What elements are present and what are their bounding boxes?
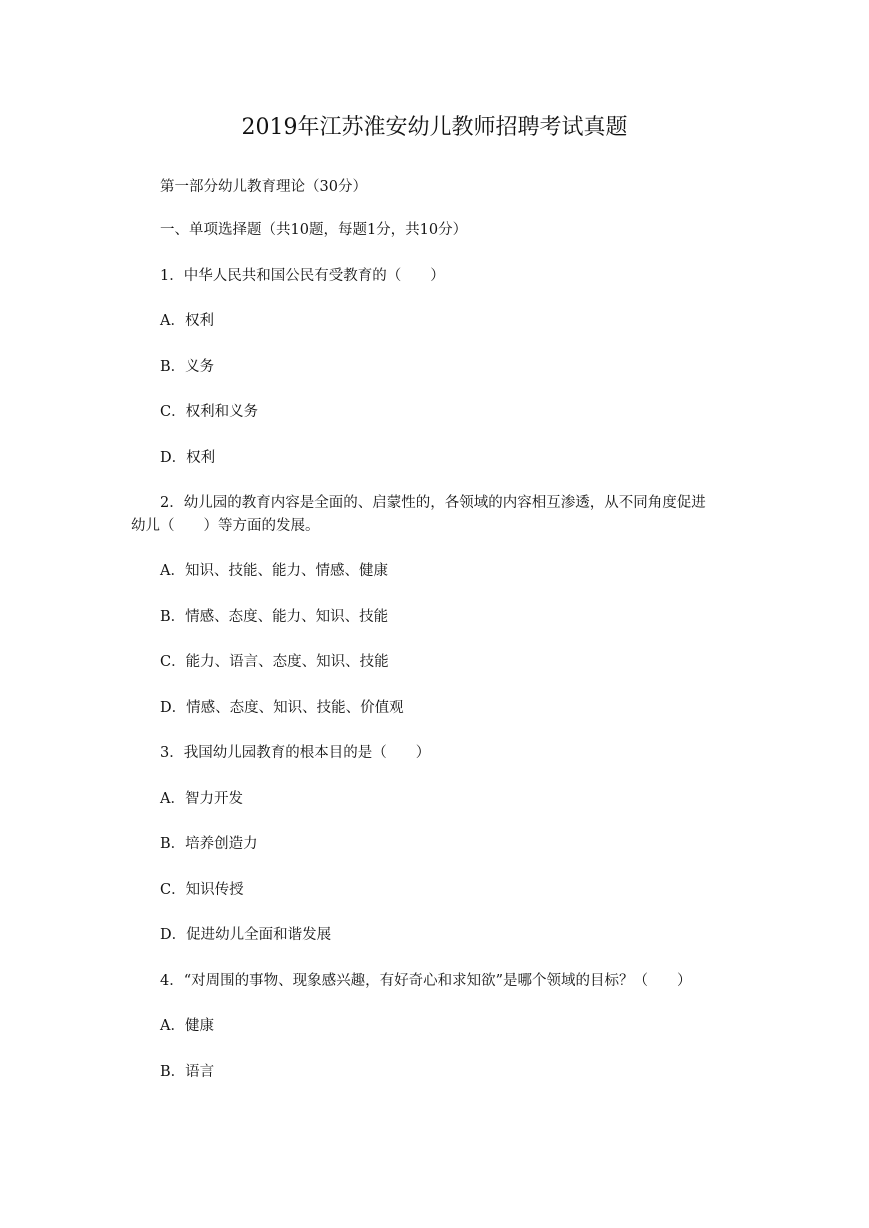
question-1-option-d: D．权利 [160,450,216,466]
question-2-stem-line2: 幼儿（ ）等方面的发展。 [131,518,320,534]
question-1-option-c: C．权利和义务 [160,404,259,420]
question-4-option-a: A．健康 [160,1018,214,1034]
section-heading: 一、单项选择题（共10题，每题1分，共10分） [160,222,468,238]
document-title: 2019年江苏淮安幼儿教师招聘考试真题 [241,115,628,140]
question-2-option-c: C．能力、语言、态度、知识、技能 [160,654,389,670]
question-2-option-b: B．情感、态度、能力、知识、技能 [160,609,389,625]
question-3-option-c: C．知识传授 [160,882,244,898]
question-2-stem-line1: 2．幼儿园的教育内容是全面的、启蒙性的，各领域的内容相互渗透，从不同角度促进 [160,495,706,511]
question-2-option-d: D．情感、态度、知识、技能、价值观 [160,700,404,716]
question-1-option-b: B．义务 [160,359,215,375]
question-1-option-a: A．权利 [160,313,214,329]
question-3-stem: 3．我国幼儿园教育的根本目的是（ ） [160,745,431,761]
question-3-option-b: B．培养创造力 [160,836,258,852]
part-heading: 第一部分幼儿教育理论（30分） [160,179,367,195]
question-2-option-a: A．知识、技能、能力、情感、健康 [160,563,388,579]
question-4-option-b: B．语言 [160,1064,215,1080]
question-3-option-d: D．促进幼儿全面和谐发展 [160,927,332,943]
question-4-stem: 4．“对周围的事物、现象感兴趣，有好奇心和求知欲”是哪个领域的目标？（ ） [160,973,692,989]
question-3-option-a: A．智力开发 [160,791,243,807]
question-1-stem: 1．中华人民共和国公民有受教育的（ ） [160,268,445,284]
